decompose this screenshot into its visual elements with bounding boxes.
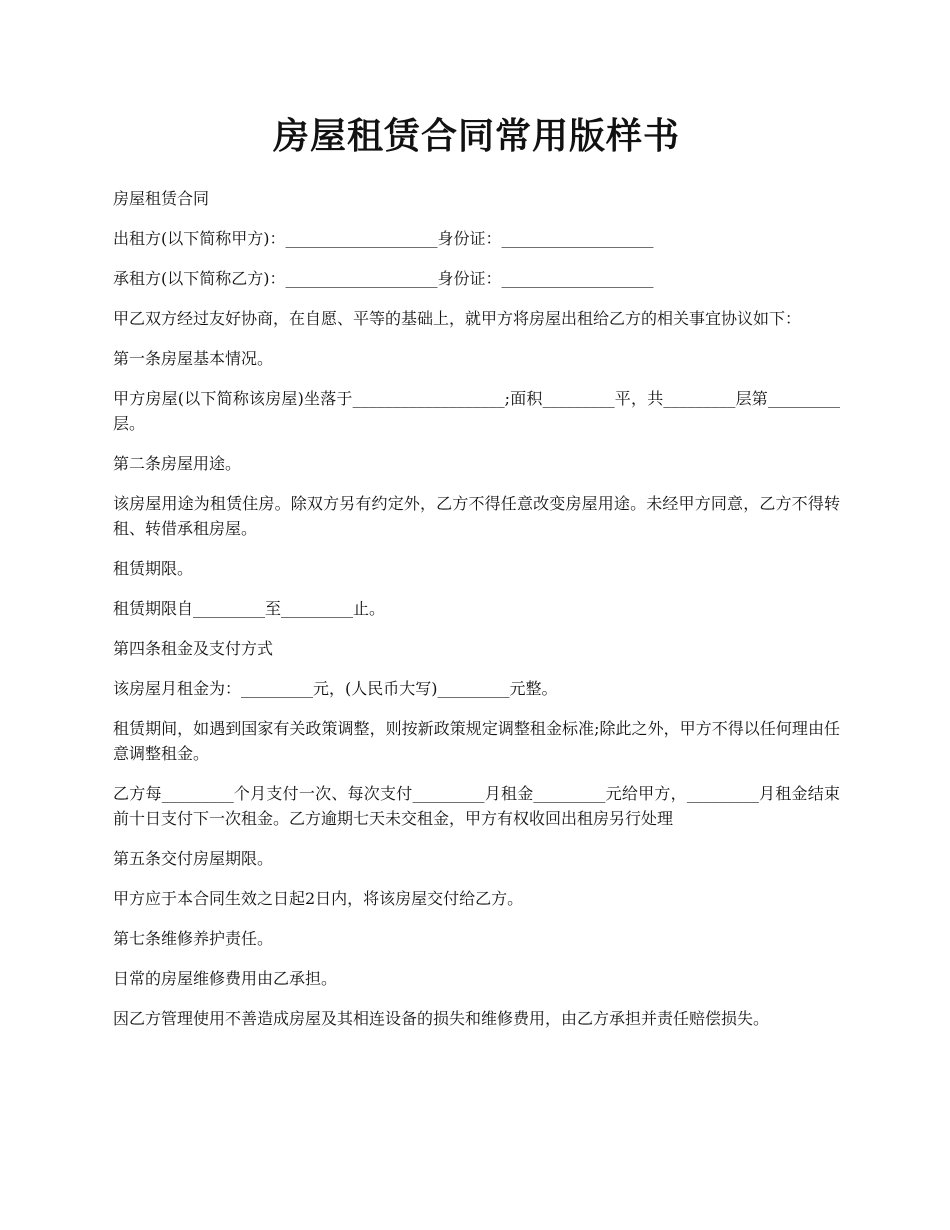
rent-adjustment: 租赁期间，如遇到国家有关政策调整，则按新政策规定调整租金标准;除此之外，甲方不得以任何理由任意调整租金。 bbox=[113, 719, 840, 763]
article-4-heading: 第四条租金及支付方式 bbox=[113, 639, 274, 658]
document-title: 房屋租赁合同常用版样书 bbox=[272, 115, 680, 157]
property-location: 甲方房屋(以下简称该房屋)坐落于___________________;面积_________平，共_________层第_________层。 bbox=[113, 389, 840, 433]
article-1-heading: 第一条房屋基本情况。 bbox=[113, 349, 274, 368]
lessor-line: 出租方(以下简称甲方)：___________________身份证：___________________ bbox=[113, 229, 654, 248]
handover-term: 甲方应于本合同生效之日起2日内，将该房屋交付给乙方。 bbox=[113, 889, 524, 908]
lease-term: 租赁期限自_________至_________止。 bbox=[113, 599, 386, 618]
lease-term-heading: 租赁期限。 bbox=[113, 559, 194, 578]
article-7-heading: 第七条维修养护责任。 bbox=[113, 929, 274, 948]
damage-liability: 因乙方管理使用不善造成房屋及其相连设备的损失和维修费用，由乙方承担并责任赔偿损失。 bbox=[113, 1009, 770, 1028]
lessee-line: 承租方(以下简称乙方)：___________________身份证：___________________ bbox=[113, 269, 654, 288]
article-2-heading: 第二条房屋用途。 bbox=[113, 454, 242, 473]
monthly-rent: 该房屋月租金为：_________元，(人民币大写)_________元整。 bbox=[113, 679, 558, 698]
property-use: 该房屋用途为租赁住房。除双方另有约定外，乙方不得任意改变房屋用途。未经甲方同意，乙方不得转租、转借承租房屋。 bbox=[113, 494, 840, 538]
payment-terms: 乙方每_________个月支付一次、每次支付_________月租金_________元给甲方，_________月租金结束前十日支付下一次租金。乙方逾期七天未交租金，甲方有权收回出租房另行处理 bbox=[113, 784, 840, 828]
daily-maintenance: 日常的房屋维修费用由乙承担。 bbox=[113, 969, 338, 988]
contract-heading: 房屋租赁合同 bbox=[113, 189, 210, 208]
article-5-heading: 第五条交付房屋期限。 bbox=[113, 849, 274, 868]
intro-paragraph: 甲乙双方经过友好协商，在自愿、平等的基础上，就甲方将房屋出租给乙方的相关事宜协议如下： bbox=[113, 309, 802, 328]
